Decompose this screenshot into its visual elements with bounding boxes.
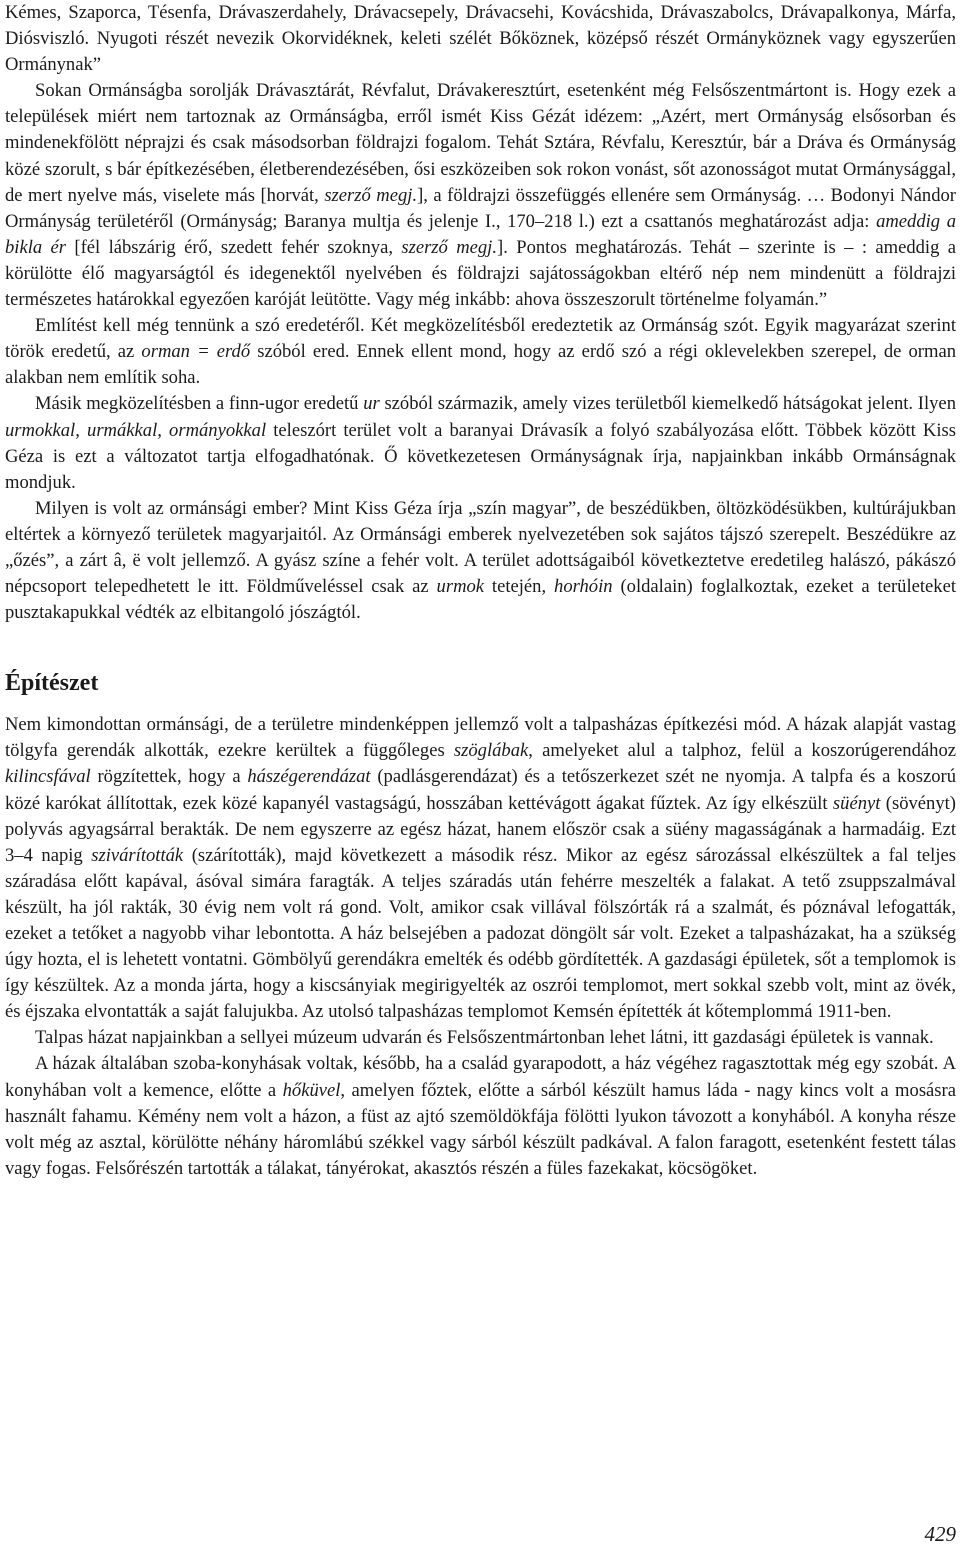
italic-term: szivárították [91, 844, 184, 866]
italic-term: ur [363, 393, 380, 415]
italic-term: urmok [436, 576, 485, 598]
page-number: 429 [924, 1522, 956, 1546]
section-heading: Építészet [5, 670, 99, 697]
paragraph: Kémes, Szaporca, Tésenfa, Drávaszerdahely, Drávacsepely, Drávacsehi, Kovácshida, Drávaszabolcs, Drávapalkonya, Márfa, Diósviszló. Nyugoti részét nevezik Okorvidéknek, keleti szélét Bőköznek, középső részét Ormányköznek vagy egyszerűen Ormánynak” [5, 2, 956, 76]
intro-text [5, 0, 956, 626]
paragraph: Említést kell még tennünk a szó eredetéről. Két megközelítésből eredeztetik az Ormánság szót. Egyik magyarázat szerint török eredetű, az orman = erdő szóból ered. Ennek ellent mond, hogy az erdő szó a régi oklevelekben szerepel, de orman alakban nem említik soha. [5, 315, 957, 389]
italic-term: orman = erdő [141, 341, 251, 363]
paragraph: Talpas házat napjainkban a sellyei múzeum udvarán és Felsőszentmártonban lehet látni, itt gazdasági épületek is vannak. [35, 1027, 934, 1049]
paragraph: Másik megközelítésben a finn-ugor eredetű ur szóból származik, amely vizes területből kiemelkedő hátságokat jelent. Ilyen urmokkal, urmákkal, ormányokkal teleszórt terület volt a baranyai Drávasík a folyó szabályozása előtt. Többek között Kiss Géza is ezt a változatot tartja elfogadhatónak. Ő következetesen Ormányságnak írja, napjainkban inkább Ormánságnak mondjuk. [5, 393, 956, 493]
italic-term: ameddig a bikla ér [5, 210, 957, 258]
italic-term: szerző megj. [324, 184, 418, 206]
paragraph: Sokan Ormánságba sorolják Drávasztárát, Révfalut, Drávakeresztúrt, esetenként még Felsőszentmártont is. Hogy ezek a települések miért nem tartoznak az Ormánságba, erről ismét Kiss Gézát idézem: „Azért, mert Ormányság elsősorban és mindenekfölött néprajzi és csak másodsorban földrajzi fogalom. Tehát Sztára, Révfalu, Keresztúr, bár a Dráva és Ormányság közé szorult, s bár építkezésében, életberendezésében, ősi eszközeiben sok rokon vonást, sőt azonosságot mutat Ormánysággal, de mert nyelve más, viselete más [horvát, szerző megj.], a földrajzi összefüggés ellenére sem Ormányság. … Bodonyi Nándor Ormányság területéről (Ormányság; Baranya multja és jelenje I., 170–218 l.) ezt a csattanós meghatározást adja: ameddig a bikla ér [fél lábszárig érő, szedett fehér szoknya, szerző megj.]. Pontos meghatározás. Tehát – szerinte is – : ameddig a körülötte élő magyarságtól és idegenektől nyelvében és földrajzi sajátosságokban eltérő nép nem mindenütt a földrajzi természetes határokkal egyezően karóját leütötte. Vagy még inkább: ahova összeszorult történelme folyamán.” [5, 80, 957, 311]
paragraph: Milyen is volt az ormánsági ember? Mint Kiss Géza írja „szín magyar”, de beszédükben, öltözködésükben, kultúrájukban eltértek a környező területek magyarjaitól. Az Ormánsági emberek nyelvezetében sok sajátos tájszó szerepelt. Beszédükre az „őzés”, a zárt â, ë volt jellemző. A gyász színe a fehér volt. A terület adottságaiból következtetve eredetileg halászó, pákászó népcsoport telepedhetett le itt. Földműveléssel csak az urmok tetején, horhóin (oldalain) foglalkoztak, ezeket a területeket pusztakapukkal védték az elbitangoló jószágtól. [5, 497, 957, 624]
section-body [5, 712, 956, 1182]
italic-term: kilincsfával [5, 766, 91, 788]
italic-term: süényt [832, 792, 881, 814]
italic-term: szerző megj. [401, 236, 498, 258]
paragraph: Nem kimondottan ormánsági, de a területre mindenképpen jellemző volt a talpasházas építkezési mód. A házak alapját vastag tölgyfa gerendák alkották, ezekre kerültek a függőleges szöglábak, amelyeket alul a talphoz, felül a koszorúgerendához kilincsfával rögzítettek, hogy a hászégerendázat (padlásgerendázat) és a tetőszerkezet szét ne nyomja. A talpfa és a koszorú közé karókat állítottak, ezek közé kapanyél vastagságú, hosszában kettévágott ágakat fűztek. Az így elkészült süényt (sövényt) polyvás agyagsárral berakták. De nem egyszerre az egész házat, hanem először csak a süény magasságának a harmadáig. Ezt 3–4 napig szivárították (szárították), majd következett a második rész. Mikor az egész sározással elkészültek a fal teljes száradása előtt kapával, ásóval simára faragták. A teljes száradás után fehérre meszelték a falakat. A tető zsuppszalmával készült, ha jól rakták, 30 évig nem volt rá gond. Volt, amikor csak villával fölszórták rá a szalmát, és póznával lefogatták, ezeket a tetőket a nagyobb vihar lebontotta. A ház belsejében a padozat döngölt sár volt. Ezeket a talpasházakat, ha a szükség úgy hozta, el is lehetett vontatni. Gömbölyű gerendákra emelték és odébb gördítették. A gazdasági épületek, sőt a templomok is így készültek. Az a monda járta, hogy a kiscsányiak megirigyelték az oszrói templomot, mert sokkal szebb volt, mint az övék, és éjszaka elvontatták a saját falujukba. Az utolsó talpasházas templomot Kemsén építették át kőtemplommá 1911-ben. [5, 714, 956, 1023]
italic-term: szöglábak [453, 740, 529, 762]
document-page [5, 0, 956, 1182]
paragraph: A házak általában szoba-konyhásak voltak, később, ha a család gyarapodott, a ház végéhez ragasztottak még egy szobát. A konyhában volt a kemence, előtte a hőküvel, amelyen főztek, előtte a sárból készült hamus láda - nagy kincs volt a mosásra használt fahamu. Kémény nem volt a házon, a füst az ajtó szemöldökfája fölötti lyukon távozott a konyhából. A konyha része volt még az asztal, körülötte néhány háromlábú székkel vagy sárból készült padkával. A falon faragott, esetenként festett tálas vagy fogas. Felsőrészén tartották a tálakat, tányérokat, akasztós részén a füles fazekakat, köcsögöket. [5, 1053, 956, 1179]
italic-term: horhóin [554, 576, 613, 598]
italic-term: urmokkal, urmákkal, ormányokkal [5, 419, 267, 441]
italic-term: hászégerendázat [247, 766, 371, 788]
italic-term: hőküvel [282, 1079, 341, 1101]
